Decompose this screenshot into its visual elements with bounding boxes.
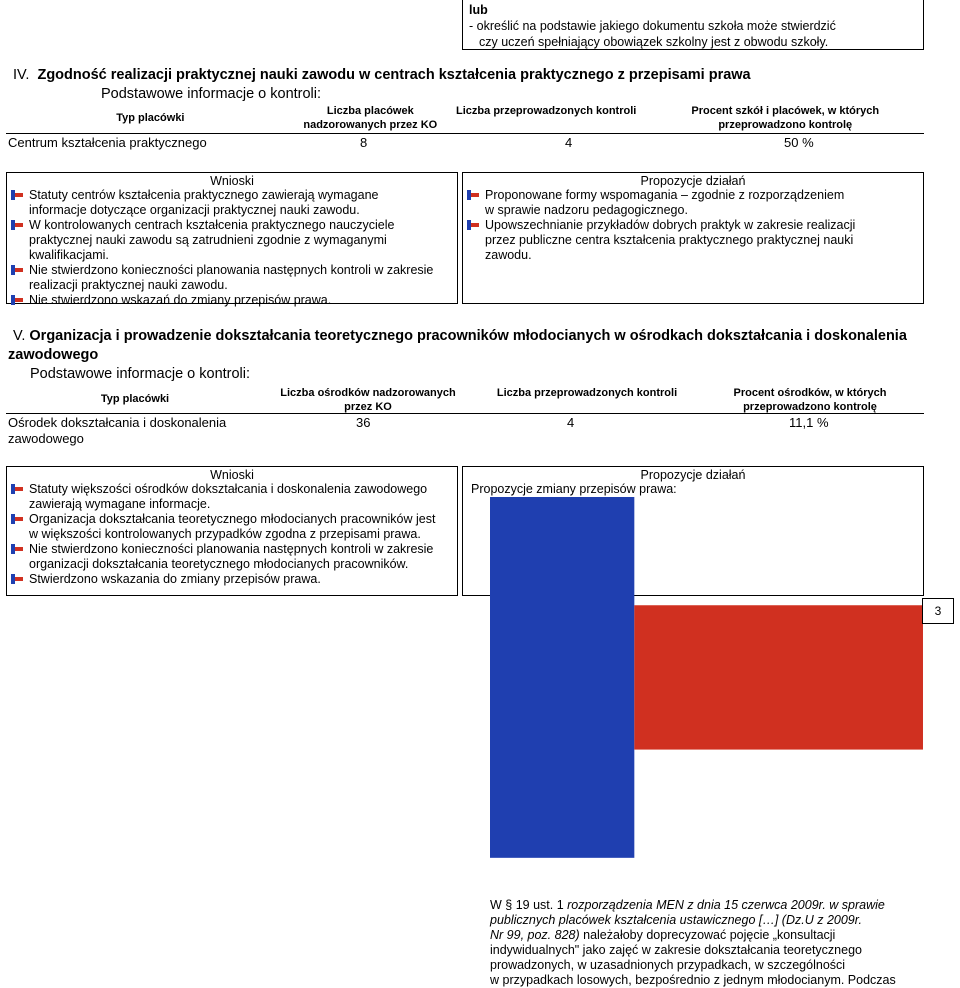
propozycje-line	[490, 913, 923, 928]
bullet-icon	[490, 497, 923, 894]
s5-row-controls: 4	[567, 415, 575, 430]
section-4-wnioski-box	[6, 172, 458, 307]
page-number: 3	[922, 598, 954, 624]
propozycje-line	[471, 497, 923, 913]
continuation-box	[462, 0, 924, 50]
section-4-title	[13, 67, 953, 83]
list-item-line: w sprawie nadzoru pedagogicznego.	[485, 203, 688, 217]
bullet-icon	[11, 574, 23, 585]
s5-row-type: Ośrodek dokształcania i doskonalenia zawodowego	[8, 415, 227, 446]
list-item	[7, 293, 457, 308]
bullet-icon	[11, 484, 23, 495]
continuation-line-1: - określić na podstawie jakiego dokumentu szkoła może stwierdzić	[469, 19, 836, 33]
s5-row-count: 36	[356, 415, 371, 430]
list-item	[7, 263, 457, 293]
bullet-icon	[467, 220, 479, 231]
list-item-line: Statuty centrów kształcenia praktycznego zawierają wymagane	[29, 188, 379, 202]
list-item-line: Proponowane formy wspomagania – zgodnie z rozporządzeniem	[485, 188, 845, 202]
section-5-propozycje-box	[462, 466, 924, 987]
list-item-line: w większości kontrolowanych przypadków zgodna z przepisami prawa.	[29, 527, 421, 541]
propozycje-pre: w przypadkach losowych, bezpośrednio z jednym młodocianym. Podczas	[490, 972, 896, 987]
list-item	[7, 512, 457, 542]
propozycje-pre: W § 19 ust. 1	[490, 897, 568, 912]
list-item	[7, 572, 457, 587]
header-count: Liczba placówek nadzorowanych przez KO	[303, 105, 438, 131]
list-item-line: realizacji praktycznej nauki zawodu.	[29, 278, 228, 292]
propozycje-post: należałoby doprecyzować pojęcie „konsultacji	[579, 927, 836, 942]
s5-propozycje-intro: Propozycje zmiany przepisów prawa:	[471, 482, 677, 496]
propozycje-pre: prowadzonych, w uzasadnionych przypadkach, w szczególności	[490, 957, 846, 972]
section-4-number: IV.	[13, 67, 30, 83]
row-percent: 50 %	[784, 135, 814, 150]
bullet-icon	[11, 544, 23, 555]
s5-header-count: Liczba ośrodków nadzorowanych przez KO	[280, 387, 456, 413]
section-5-title-line2: zawodowego	[8, 347, 99, 363]
list-item-line: organizacji dokształcania teoretycznego młodocianych pracowników.	[29, 557, 409, 571]
propozycje-ital: rozporządzenia MEN z dnia 15 czerwca 2009r. w sprawie	[567, 897, 885, 912]
s5-header-percent: Procent ośrodków, w których przeprowadzono kontrolę	[733, 387, 887, 413]
section-4-table	[6, 103, 924, 133]
list-item-line: Nie stwierdzono wskazań do zmiany przepisów prawa.	[29, 293, 332, 307]
s5-header-type: Typ placówki	[100, 393, 170, 405]
bullet-icon	[467, 190, 479, 201]
list-item-line: zawierają wymagane informacje.	[29, 497, 211, 511]
section-5-subtitle: Podstawowe informacje o kontroli:	[30, 366, 251, 382]
section-5-heading-1: Organizacja i prowadzenie dokształcania teoretycznego pracowników młodocianych w ośrodkach dokształcania i doskonalenia	[29, 328, 907, 344]
propozycje-header: Propozycje działań	[640, 174, 746, 188]
continuation-line-2: czy uczeń spełniający obowiązek szkolny jest z obwodu szkoły.	[479, 35, 829, 49]
list-item	[7, 542, 457, 572]
list-item-line: Organizacja dokształcania teoretycznego młodocianych pracowników jest	[29, 512, 436, 526]
list-item	[7, 188, 457, 218]
list-item	[463, 218, 923, 263]
wnioski-header: Wnioski	[210, 174, 254, 188]
list-item-line: Nie stwierdzono konieczności planowania następnych kontroli w zakresie	[29, 263, 434, 277]
list-item-line: praktycznej nauki zawodu są zatrudnieni zgodnie z wymaganymi	[29, 233, 387, 247]
list-item-line: informacje dotyczące organizacji praktycznej nauki zawodu.	[29, 203, 360, 217]
row-type: Centrum kształcenia praktycznego	[8, 135, 207, 150]
row-controls: 4	[565, 135, 573, 150]
propozycje-line	[490, 973, 923, 988]
section-4-propozycje-box	[462, 172, 924, 304]
row-count: 8	[360, 135, 368, 150]
propozycje-line	[490, 958, 923, 973]
list-item-line: Statuty większości ośrodków dokształcania i doskonalenia zawodowego	[29, 482, 428, 496]
list-item-line: Upowszechnianie przykładów dobrych praktyk w zakresie realizacji	[485, 218, 856, 232]
header-percent: Procent szkół i placówek, w których przeprowadzono kontrolę	[691, 105, 880, 131]
bullet-icon	[11, 220, 23, 231]
bullet-icon	[11, 265, 23, 276]
list-item	[7, 218, 457, 263]
s5-wnioski-header: Wnioski	[210, 468, 254, 482]
bullet-icon	[11, 295, 23, 306]
list-item	[463, 188, 923, 218]
s5-propozycje-header: Propozycje działań	[640, 468, 746, 482]
list-item-line: zawodu.	[485, 248, 532, 262]
section-5-number: V.	[13, 328, 26, 344]
list-item-line: kwalifikacjami.	[29, 248, 109, 262]
section-4-heading: Zgodność realizacji praktycznej nauki zawodu w centrach kształcenia praktycznego z przepisami prawa	[37, 67, 751, 83]
propozycje-line	[490, 928, 923, 943]
list-item	[7, 482, 457, 512]
lub-label: lub	[469, 3, 488, 17]
propozycje-line	[490, 943, 923, 958]
bullet-icon	[11, 514, 23, 525]
header-controls: Liczba przeprowadzonych kontroli	[456, 105, 637, 117]
section-5-wnioski-box	[6, 466, 458, 596]
list-item-line: Nie stwierdzono konieczności planowania następnych kontroli w zakresie	[29, 542, 434, 556]
header-type: Typ placówki	[116, 112, 185, 124]
section-4-subtitle: Podstawowe informacje o kontroli:	[101, 86, 322, 102]
propozycje-ital: Nr 99, poz. 828)	[490, 927, 580, 942]
s5-row-percent: 11,1 %	[789, 415, 829, 430]
bullet-icon	[11, 190, 23, 201]
section-5-title	[13, 328, 953, 344]
list-item-line: W kontrolowanych centrach kształcenia praktycznego nauczyciele	[29, 218, 395, 232]
s5-header-controls: Liczba przeprowadzonych kontroli	[496, 387, 678, 399]
list-item-line: przez publiczne centra kształcenia praktycznego praktycznej nauki	[485, 233, 854, 247]
propozycje-pre: indywidualnych" jako zajęć w zakresie dokształcania teoretycznego	[490, 942, 862, 957]
propozycje-ital: publicznych placówek kształcenia ustawicznego […] (Dz.U z 2009r.	[490, 912, 862, 927]
list-item-line: Stwierdzono wskazania do zmiany przepisów prawa.	[29, 572, 321, 586]
